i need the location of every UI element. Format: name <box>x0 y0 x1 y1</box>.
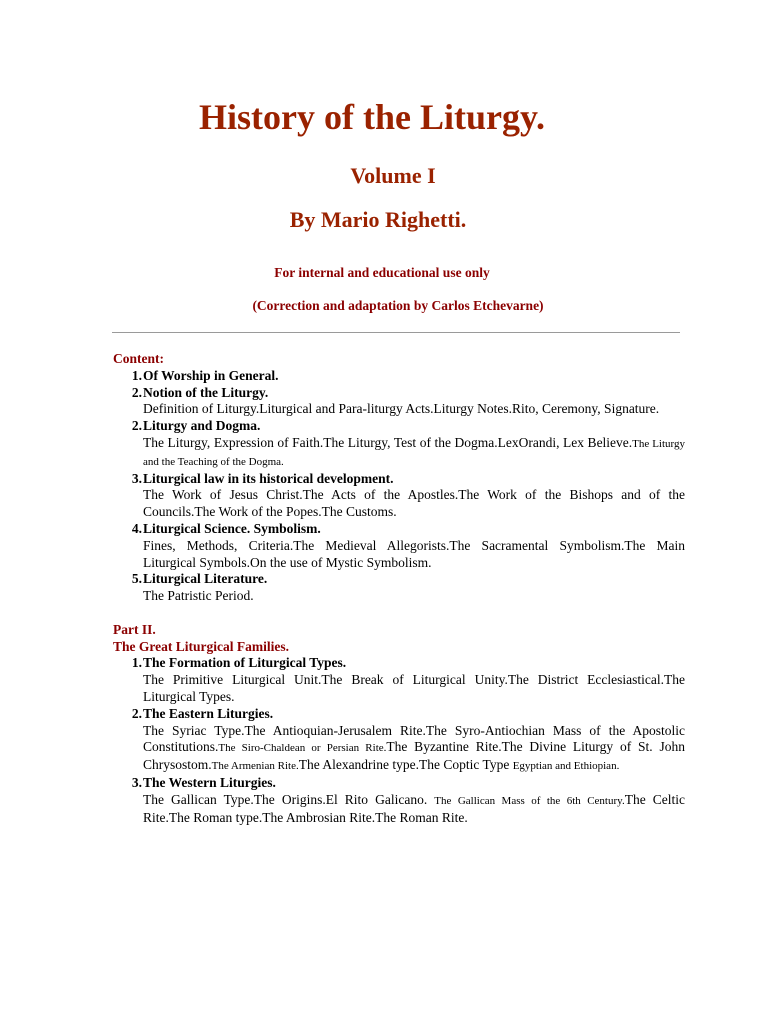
correction-note: (Correction and adaptation by Carlos Etchevarne) <box>252 298 544 313</box>
description-segment: The Patristic Period. <box>143 588 254 604</box>
toc-item <box>113 775 685 826</box>
toc-item-title: Liturgical Literature. <box>143 571 268 587</box>
description-segment: The Alexandrine type.The Coptic Type <box>298 757 513 773</box>
toc-item <box>113 571 685 605</box>
toc-item-description <box>143 401 685 418</box>
author-line: By Mario Righetti. <box>289 207 467 232</box>
toc-item-number: 1. <box>131 655 142 671</box>
usage-notice: For internal and educational use only <box>274 265 490 280</box>
toc-item-number: 3. <box>131 470 142 486</box>
toc-item-description <box>143 538 685 572</box>
part-two-heading: Part II. <box>113 621 156 637</box>
toc-item-title: Liturgical law in its historical development. <box>143 470 394 486</box>
toc-item <box>113 706 685 775</box>
toc-item-description <box>143 672 685 706</box>
description-segment: The Liturgy and the Teaching of the Dogma. <box>143 437 685 468</box>
toc-item-number: 5. <box>131 571 142 587</box>
toc-item-description <box>143 435 685 471</box>
toc-item <box>113 471 685 521</box>
toc-item-title: The Formation of Liturgical Types. <box>143 655 347 671</box>
description-segment: The Celtic Rite.The Roman type.The Ambrosian Rite.The Roman Rite. <box>143 791 686 825</box>
description-segment: Egyptian and Ethiopian. <box>512 760 620 773</box>
part-two-list <box>113 655 685 826</box>
description-segment: The Byzantine Rite.The Divine Liturgy of St. John Chrysostom. <box>143 739 685 773</box>
description-segment: The Work of Jesus Christ.The Acts of the Apostles.The Work of the Bishops and of the Councils.The Work of the Popes.The Customs. <box>143 487 685 520</box>
toc-item-number: 2. <box>131 384 142 400</box>
document-title: History of the Liturgy. <box>199 97 545 137</box>
toc-item-description <box>143 588 685 605</box>
toc-item-number: 2. <box>131 705 142 721</box>
toc-item <box>113 385 685 419</box>
toc-item <box>113 368 685 385</box>
toc-item-number: 3. <box>131 774 142 790</box>
description-segment: Fines, Methods, Criteria.The Medieval Allegorists.The Sacramental Symbolism.The Main Liturgical Symbols.On the use of Mystic Symbolism. <box>143 537 685 570</box>
toc-item <box>113 521 685 571</box>
toc-item-description <box>143 723 685 775</box>
toc-item <box>113 418 685 470</box>
description-segment: The Primitive Liturgical Unit.The Break of Liturgical Unity.The District Ecclesiastical.The Liturgical Types. <box>143 672 685 704</box>
toc-item-title: The Eastern Liturgies. <box>143 705 274 721</box>
toc-item-number: 1. <box>131 367 142 383</box>
horizontal-divider <box>112 332 680 333</box>
toc-item <box>113 655 685 705</box>
volume-label: Volume I <box>350 163 436 188</box>
description-segment: The Liturgy, Expression of Faith.The Liturgy, Test of the Dogma.LexOrandi, Lex Believe. <box>143 434 633 450</box>
description-segment: The Siro-Chaldean or Persian Rite. <box>218 742 387 755</box>
description-segment: The Armenian Rite. <box>211 760 299 773</box>
toc-item-title: Of Worship in General. <box>143 367 279 383</box>
description-segment: Definition of Liturgy.Liturgical and Para-liturgy Acts.Liturgy Notes.Rito, Ceremony, Signature. <box>143 401 660 417</box>
toc-item-title: Liturgy and Dogma. <box>143 418 261 434</box>
toc-item-title: Notion of the Liturgy. <box>143 384 269 400</box>
toc-item-description <box>143 792 685 827</box>
part-two-subheading: The Great Liturgical Families. <box>113 638 289 654</box>
toc-item-title: Liturgical Science. Symbolism. <box>143 520 321 536</box>
toc-item-description <box>143 487 685 521</box>
table-of-contents <box>113 351 685 826</box>
content-heading: Content: <box>113 351 164 366</box>
toc-item-number: 4. <box>131 520 142 536</box>
description-segment: The Gallican Mass of the 6th Century. <box>434 794 625 807</box>
content-list <box>113 368 685 605</box>
description-segment: The Syriac Type.The Antioquian-Jerusalem Rite.The Syro-Antiochian Mass of the Apostolic Constitutions. <box>143 722 685 755</box>
description-segment: The Gallican Type.The Origins.El Rito Galicano. <box>143 791 435 807</box>
toc-item-number: 2. <box>131 418 142 434</box>
toc-item-title: The Western Liturgies. <box>143 774 276 790</box>
